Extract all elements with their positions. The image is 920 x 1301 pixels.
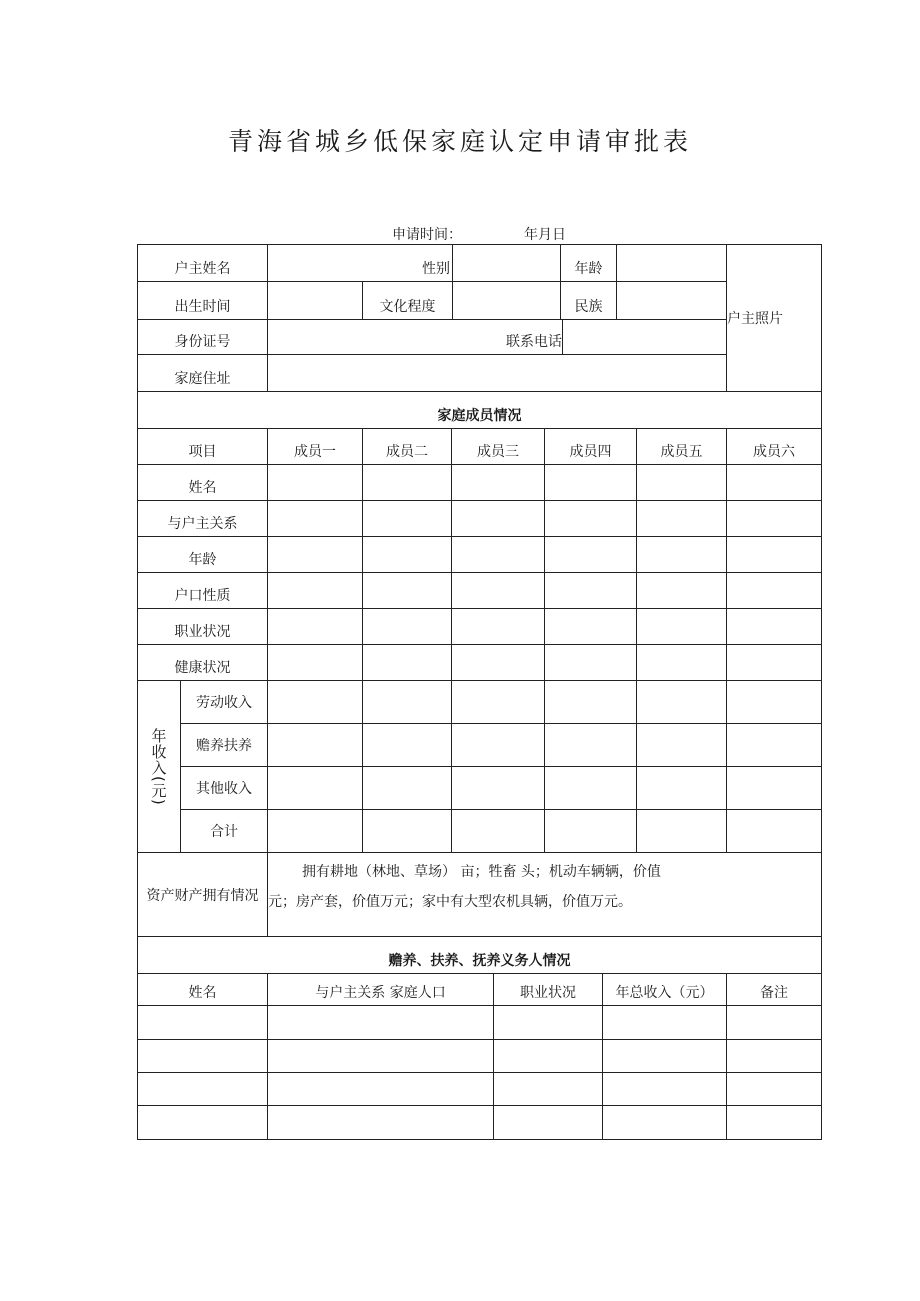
income-row-label: 赡养扶养 xyxy=(181,724,268,767)
members-cell[interactable] xyxy=(452,501,545,537)
members-header-member-6: 成员六 xyxy=(727,429,822,465)
income-cell[interactable] xyxy=(637,767,727,810)
label-education: 文化程度 xyxy=(363,282,453,320)
members-cell[interactable] xyxy=(268,465,363,501)
income-cell[interactable] xyxy=(363,724,452,767)
approval-form-table xyxy=(137,244,822,1140)
obligors-header-2: 职业状况 xyxy=(494,974,603,1006)
label-id-number: 身份证号 xyxy=(138,320,268,355)
members-cell[interactable] xyxy=(727,501,822,537)
assets-line-1: 拥有耕地（林地、草场） 亩；牲畜 头；机动车辆辆，价值 xyxy=(302,864,661,880)
members-cell[interactable] xyxy=(637,537,727,573)
label-ethnicity: 民族 xyxy=(561,282,617,320)
label-assets: 资产财产拥有情况 xyxy=(138,853,268,937)
income-cell[interactable] xyxy=(452,767,545,810)
members-row-label: 年龄 xyxy=(138,537,268,573)
label-birth: 出生时间 xyxy=(138,282,268,320)
members-header-member-3: 成员三 xyxy=(452,429,545,465)
obligors-header-4: 备注 xyxy=(727,974,822,1006)
obligors-cell[interactable] xyxy=(268,1106,494,1140)
members-cell[interactable] xyxy=(452,465,545,501)
label-age: 年龄 xyxy=(561,245,617,282)
apply-date-ymd: 年月日 xyxy=(524,227,566,243)
income-cell[interactable] xyxy=(268,767,363,810)
members-cell[interactable] xyxy=(637,645,727,681)
members-cell[interactable] xyxy=(545,465,637,501)
obligors-cell[interactable] xyxy=(268,1040,494,1073)
income-group-label: 年收入(元) xyxy=(138,681,181,853)
members-cell[interactable] xyxy=(268,501,363,537)
members-cell[interactable] xyxy=(452,537,545,573)
members-cell[interactable] xyxy=(452,573,545,609)
income-cell[interactable] xyxy=(268,681,363,724)
obligors-cell[interactable] xyxy=(603,1040,727,1073)
field-address[interactable] xyxy=(268,355,727,392)
obligors-header-1: 与户主关系 家庭人口 xyxy=(268,974,494,1006)
income-row-label: 合计 xyxy=(181,810,268,853)
members-cell[interactable] xyxy=(268,645,363,681)
income-cell[interactable] xyxy=(545,724,637,767)
obligors-cell[interactable] xyxy=(494,1073,603,1106)
obligors-cell[interactable] xyxy=(494,1106,603,1140)
income-cell[interactable] xyxy=(452,724,545,767)
members-cell[interactable] xyxy=(727,573,822,609)
income-row-label: 其他收入 xyxy=(181,767,268,810)
obligors-cell[interactable] xyxy=(727,1040,822,1073)
members-row-label: 户口性质 xyxy=(138,573,268,609)
head-photo-box[interactable]: 户主照片 xyxy=(727,245,822,392)
members-cell[interactable] xyxy=(637,609,727,645)
obligors-cell[interactable] xyxy=(603,1106,727,1140)
members-cell[interactable] xyxy=(727,537,822,573)
members-cell[interactable] xyxy=(727,645,822,681)
income-cell[interactable] xyxy=(363,810,452,853)
members-cell[interactable] xyxy=(452,609,545,645)
members-cell[interactable] xyxy=(363,537,452,573)
members-cell[interactable] xyxy=(268,609,363,645)
apply-date-label: 申请时间： xyxy=(392,227,462,243)
obligors-cell[interactable] xyxy=(138,1006,268,1040)
income-cell[interactable] xyxy=(268,724,363,767)
obligors-cell[interactable] xyxy=(268,1073,494,1106)
members-cell[interactable] xyxy=(637,465,727,501)
income-cell[interactable] xyxy=(727,681,822,724)
obligors-cell[interactable] xyxy=(603,1073,727,1106)
obligors-cell[interactable] xyxy=(727,1106,822,1140)
members-header-member-5: 成员五 xyxy=(637,429,727,465)
income-cell[interactable] xyxy=(363,767,452,810)
members-cell[interactable] xyxy=(363,573,452,609)
members-cell[interactable] xyxy=(363,501,452,537)
field-education[interactable] xyxy=(453,282,561,320)
apply-date xyxy=(392,224,566,244)
income-cell[interactable] xyxy=(363,681,452,724)
members-cell[interactable] xyxy=(727,465,822,501)
income-cell[interactable] xyxy=(545,767,637,810)
members-cell[interactable] xyxy=(637,573,727,609)
members-row-label: 姓名 xyxy=(138,465,268,501)
income-cell[interactable] xyxy=(545,681,637,724)
label-address: 家庭住址 xyxy=(138,355,268,392)
income-cell[interactable] xyxy=(727,724,822,767)
field-age[interactable] xyxy=(617,245,727,282)
income-cell[interactable] xyxy=(727,767,822,810)
form-title: 青海省城乡低保家庭认定申请审批表 xyxy=(227,127,692,156)
field-birth[interactable] xyxy=(268,282,363,320)
members-cell[interactable] xyxy=(545,537,637,573)
income-cell[interactable] xyxy=(452,681,545,724)
members-cell[interactable] xyxy=(363,645,452,681)
obligors-cell[interactable] xyxy=(138,1106,268,1140)
label-gender: 性别 xyxy=(268,245,453,282)
members-cell[interactable] xyxy=(727,609,822,645)
members-header-member-2: 成员二 xyxy=(363,429,452,465)
income-row-label: 劳动收入 xyxy=(181,681,268,724)
members-cell[interactable] xyxy=(268,573,363,609)
members-row-label: 职业状况 xyxy=(138,609,268,645)
obligors-cell[interactable] xyxy=(268,1006,494,1040)
obligors-cell[interactable] xyxy=(727,1073,822,1106)
members-row-label: 与户主关系 xyxy=(138,501,268,537)
field-gender[interactable] xyxy=(453,245,561,282)
members-cell[interactable] xyxy=(363,609,452,645)
members-cell[interactable] xyxy=(545,645,637,681)
obligors-cell[interactable] xyxy=(494,1040,603,1073)
members-cell[interactable] xyxy=(545,609,637,645)
field-phone[interactable] xyxy=(563,320,727,355)
income-cell[interactable] xyxy=(452,810,545,853)
label-head-name: 户主姓名 xyxy=(138,245,268,282)
members-cell[interactable] xyxy=(363,465,452,501)
obligors-section-title: 赡养、扶养、抚养义务人情况 xyxy=(138,937,822,974)
members-header-item: 项目 xyxy=(138,429,268,465)
members-header-member-1: 成员一 xyxy=(268,429,363,465)
members-cell[interactable] xyxy=(452,645,545,681)
obligors-header-0: 姓名 xyxy=(138,974,268,1006)
assets-line-2: 元；房产套，价值万元；家中有大型农机具辆，价值万元。 xyxy=(268,894,632,910)
label-phone: 联系电话 xyxy=(268,320,563,355)
income-cell[interactable] xyxy=(637,810,727,853)
obligors-cell[interactable] xyxy=(727,1006,822,1040)
obligors-cell[interactable] xyxy=(138,1073,268,1106)
members-header-member-4: 成员四 xyxy=(545,429,637,465)
members-cell[interactable] xyxy=(268,537,363,573)
income-cell[interactable] xyxy=(637,681,727,724)
members-cell[interactable] xyxy=(545,501,637,537)
field-ethnicity[interactable] xyxy=(617,282,727,320)
members-cell[interactable] xyxy=(545,573,637,609)
members-row-label: 健康状况 xyxy=(138,645,268,681)
income-cell[interactable] xyxy=(637,724,727,767)
income-cell[interactable] xyxy=(545,810,637,853)
obligors-header-3: 年总收入（元） xyxy=(603,974,727,1006)
income-cell[interactable] xyxy=(268,810,363,853)
obligors-cell[interactable] xyxy=(494,1006,603,1040)
obligors-cell[interactable] xyxy=(603,1006,727,1040)
obligors-cell[interactable] xyxy=(138,1040,268,1073)
members-cell[interactable] xyxy=(637,501,727,537)
members-section-title: 家庭成员情况 xyxy=(138,392,822,429)
income-cell[interactable] xyxy=(727,810,822,853)
